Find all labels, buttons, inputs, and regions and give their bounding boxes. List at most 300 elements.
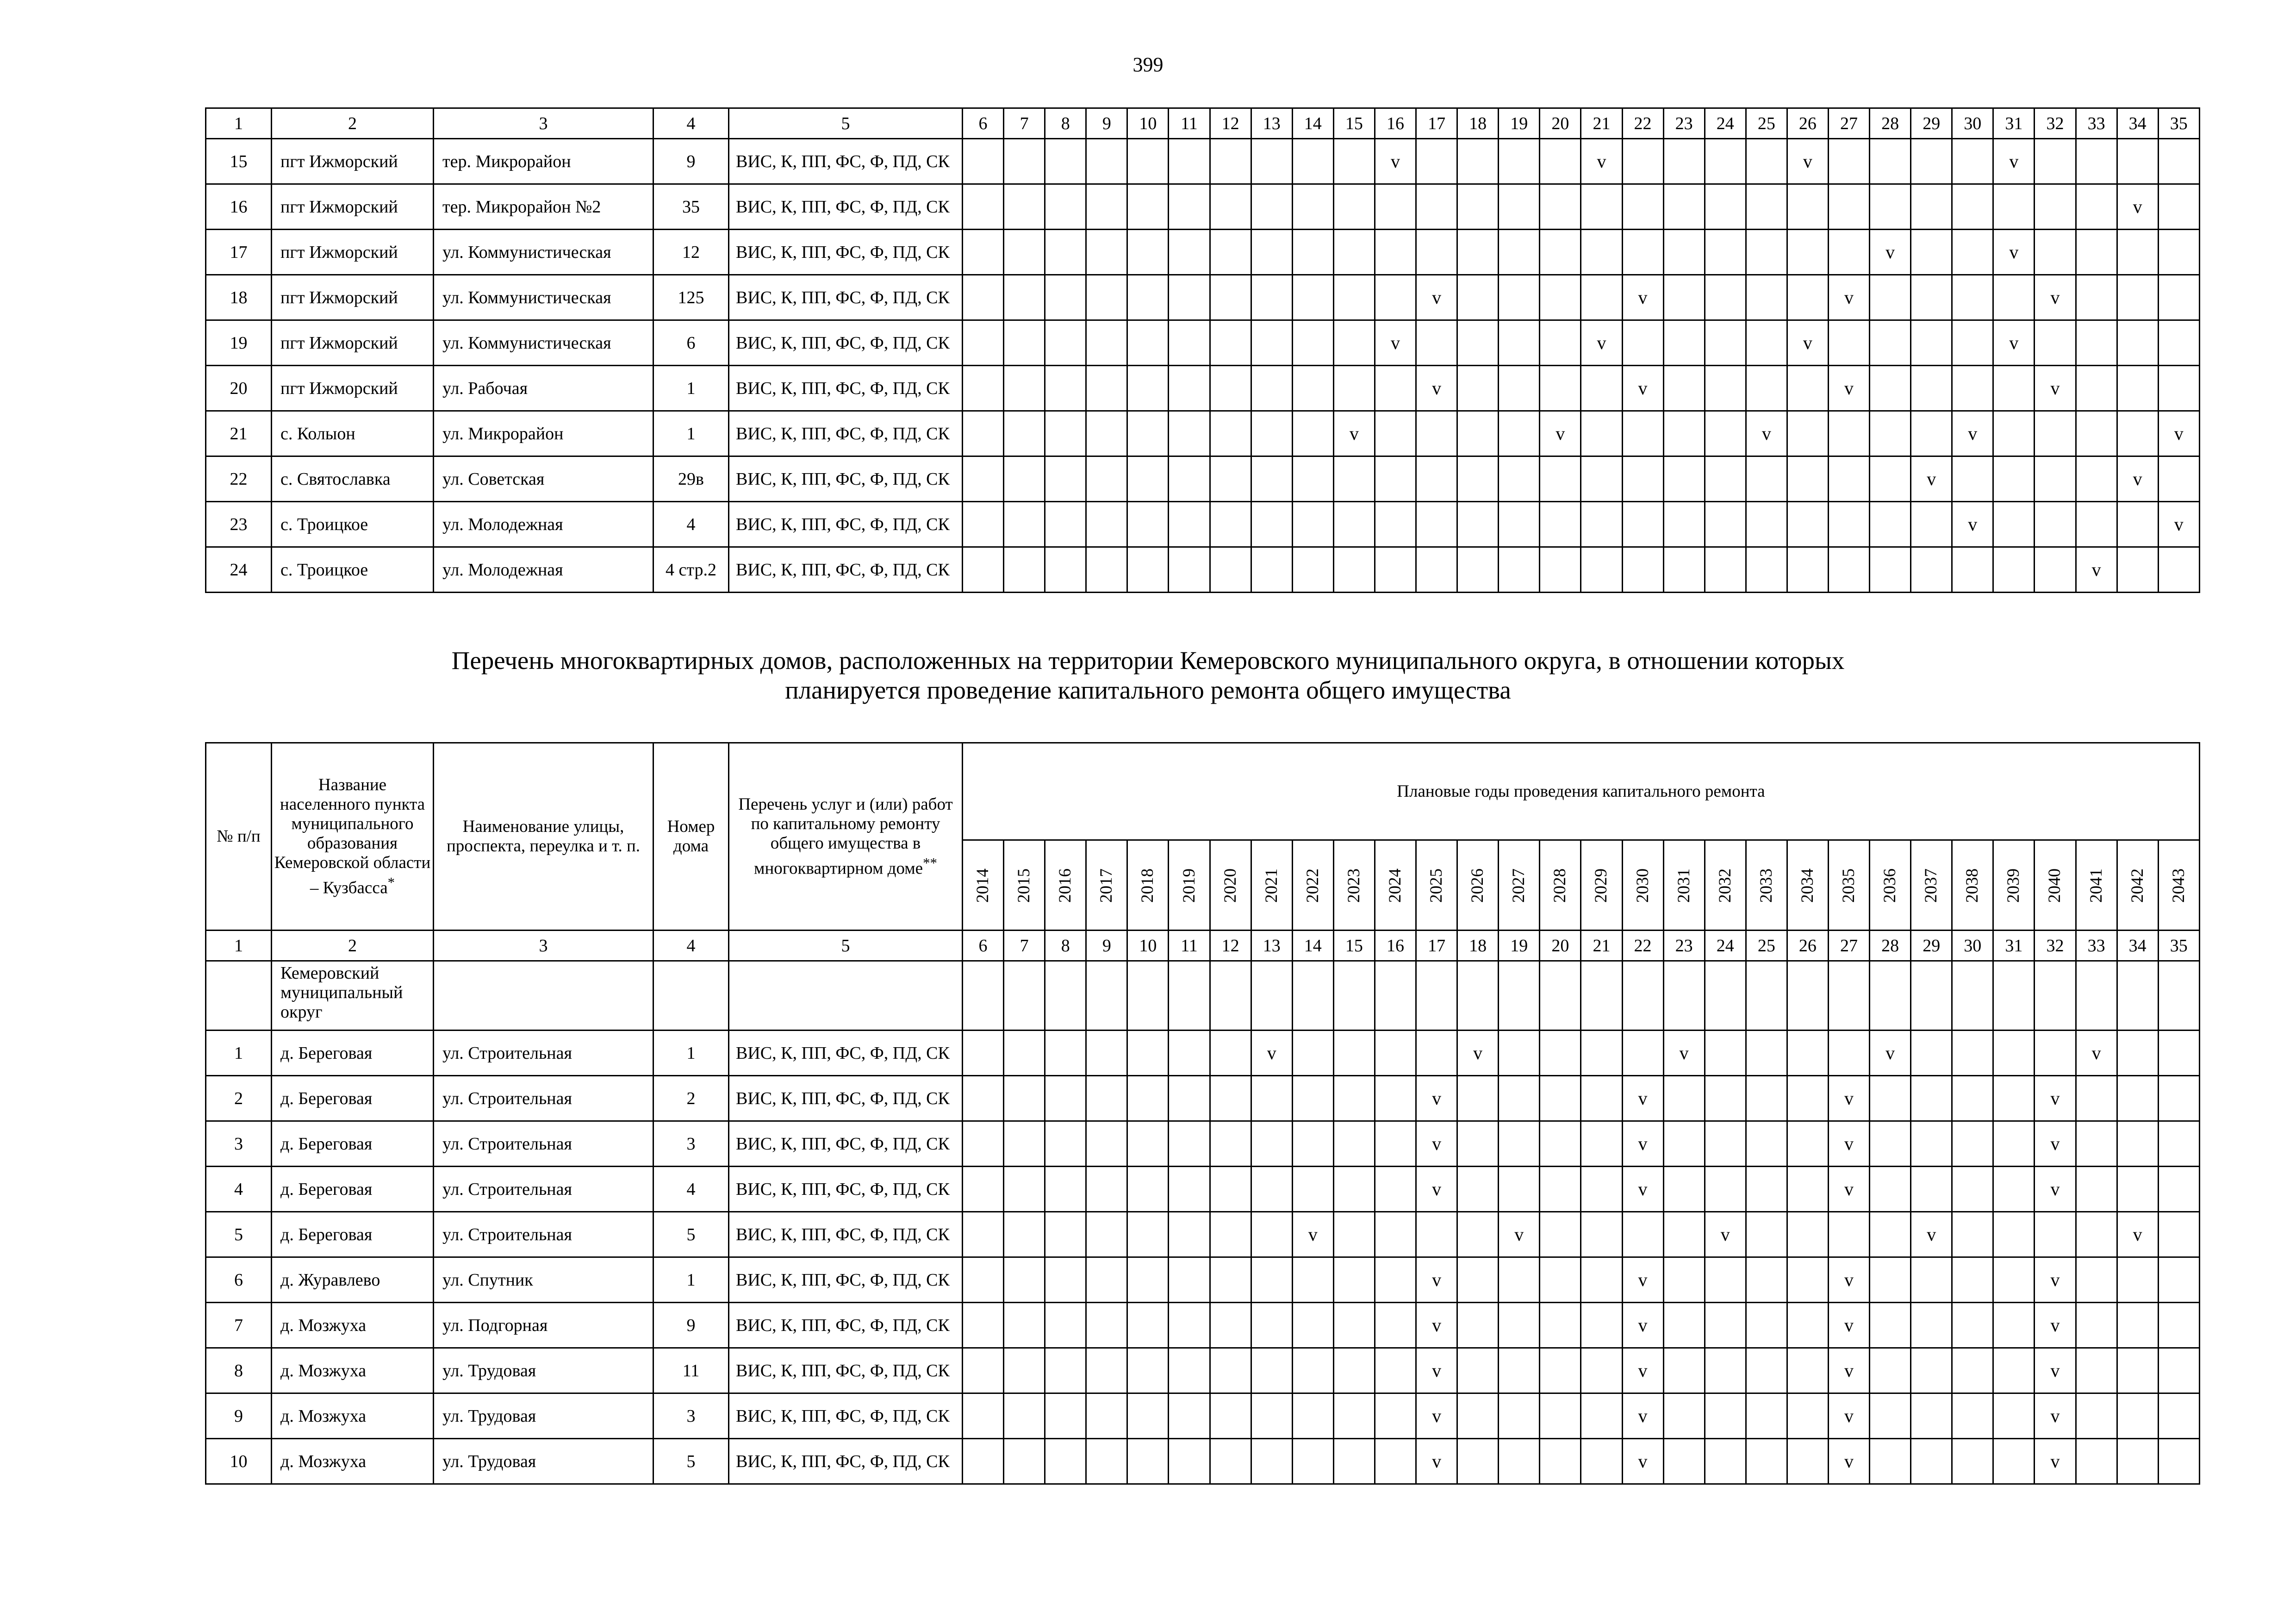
- year-label: 2037: [1922, 868, 1941, 903]
- year-mark-cell: [1870, 275, 1911, 320]
- year-mark-cell: [1004, 1167, 1045, 1212]
- year-header-cell: [1251, 840, 1292, 931]
- year-mark-cell: [1952, 1167, 1993, 1212]
- year-mark-cell: [2117, 139, 2158, 184]
- district-blank-cell: [1499, 961, 1540, 1031]
- year-mark-cell: [1622, 320, 1663, 366]
- year-mark-cell: [1292, 456, 1333, 502]
- row-number-cell: 9: [206, 1393, 272, 1439]
- repair-mark: v: [2076, 1031, 2117, 1076]
- repair-mark: v: [1375, 320, 1416, 366]
- column-number-cell: 20: [1540, 108, 1581, 139]
- year-mark-cell: [1746, 1167, 1787, 1212]
- services-cell: ВИС, К, ПП, ФС, Ф, ПД, СК: [729, 1303, 963, 1348]
- house-number-cell: 1: [653, 1257, 729, 1303]
- table-row: [206, 1076, 2200, 1121]
- column-number-cell: 5: [729, 931, 963, 961]
- year-label: 2040: [2045, 868, 2065, 903]
- year-mark-cell: [1292, 139, 1333, 184]
- year-mark-cell: [1045, 1121, 1086, 1167]
- year-header-cell: [1622, 840, 1663, 931]
- year-mark-cell: [1705, 1257, 1746, 1303]
- repair-mark: v: [1828, 1303, 1869, 1348]
- column-number-cell: 1: [206, 108, 272, 139]
- year-mark-cell: [1540, 230, 1581, 275]
- year-mark-cell: [1045, 320, 1086, 366]
- district-blank-cell: [2158, 961, 2199, 1031]
- year-mark-cell: [1457, 456, 1499, 502]
- repair-mark: v: [2035, 1303, 2076, 1348]
- district-row: [206, 961, 2200, 1031]
- year-header-cell: [1457, 840, 1499, 931]
- district-blank-cell: [1127, 961, 1169, 1031]
- year-mark-cell: [1457, 184, 1499, 230]
- table-row: [206, 184, 2200, 230]
- year-label: 2036: [1880, 868, 1900, 903]
- year-header-cell: [1375, 840, 1416, 931]
- district-blank-cell: [653, 961, 729, 1031]
- year-mark-cell: [1210, 1076, 1251, 1121]
- year-header-cell: [2035, 840, 2076, 931]
- column-number-cell: 26: [1787, 931, 1828, 961]
- year-mark-cell: [2158, 1393, 2199, 1439]
- year-mark-cell: [2117, 1439, 2158, 1484]
- table-row: [206, 1393, 2200, 1439]
- year-mark-cell: [1705, 502, 1746, 547]
- house-number-cell: 11: [653, 1348, 729, 1393]
- services-cell: ВИС, К, ПП, ФС, Ф, ПД, СК: [729, 1076, 963, 1121]
- header-settlement: Название населенного пункта муниципального образования Кемеровской области – Кузбасса*: [272, 743, 434, 931]
- header-street: Наименование улицы, проспекта, переулка и т. п.: [434, 743, 653, 931]
- year-mark-cell: [1251, 1212, 1292, 1257]
- repair-mark: v: [2035, 275, 2076, 320]
- year-mark-cell: [1581, 366, 1622, 411]
- year-label: 2039: [2004, 868, 2023, 903]
- column-number-cell: 12: [1210, 931, 1251, 961]
- year-mark-cell: [1004, 547, 1045, 593]
- year-mark-cell: [1375, 456, 1416, 502]
- year-mark-cell: [1169, 1167, 1210, 1212]
- column-number-cell: 21: [1581, 108, 1622, 139]
- year-mark-cell: [2076, 1393, 2117, 1439]
- year-mark-cell: [1251, 1303, 1292, 1348]
- year-mark-cell: [1292, 1393, 1333, 1439]
- year-mark-cell: [1086, 1348, 1127, 1393]
- column-number-cell: 14: [1292, 108, 1333, 139]
- year-label: 2023: [1344, 868, 1363, 903]
- year-mark-cell: [1086, 1212, 1127, 1257]
- column-number-cell: 27: [1828, 931, 1869, 961]
- repair-mark: v: [1622, 1121, 1663, 1167]
- year-label: 2027: [1509, 868, 1529, 903]
- services-cell: ВИС, К, ПП, ФС, Ф, ПД, СК: [729, 320, 963, 366]
- repair-mark: v: [1828, 1393, 1869, 1439]
- year-mark-cell: [1375, 230, 1416, 275]
- year-mark-cell: [1333, 1167, 1375, 1212]
- year-mark-cell: [1375, 275, 1416, 320]
- year-mark-cell: [1540, 1303, 1581, 1348]
- year-mark-cell: [1622, 139, 1663, 184]
- year-mark-cell: [1169, 1031, 1210, 1076]
- column-number-cell: 33: [2076, 108, 2117, 139]
- year-mark-cell: [1457, 1212, 1499, 1257]
- district-blank-cell: [434, 961, 653, 1031]
- repair-mark: v: [1828, 1121, 1869, 1167]
- year-mark-cell: [2035, 1212, 2076, 1257]
- year-mark-cell: [1457, 275, 1499, 320]
- services-cell: ВИС, К, ПП, ФС, Ф, ПД, СК: [729, 411, 963, 456]
- repair-mark: v: [1581, 320, 1622, 366]
- column-number-cell: 11: [1169, 108, 1210, 139]
- table-row: [206, 1212, 2200, 1257]
- services-cell: ВИС, К, ПП, ФС, Ф, ПД, СК: [729, 366, 963, 411]
- year-mark-cell: [1828, 139, 1869, 184]
- district-blank-cell: [206, 961, 272, 1031]
- repair-mark: v: [2035, 1257, 2076, 1303]
- year-mark-cell: [1581, 502, 1622, 547]
- year-mark-cell: [1911, 1031, 1952, 1076]
- year-mark-cell: [1045, 1303, 1086, 1348]
- year-mark-cell: [1499, 1121, 1540, 1167]
- year-mark-cell: [1911, 1257, 1952, 1303]
- year-mark-cell: [1169, 1121, 1210, 1167]
- year-mark-cell: [1333, 1393, 1375, 1439]
- repair-mark: v: [1622, 1167, 1663, 1212]
- year-mark-cell: [1045, 139, 1086, 184]
- year-mark-cell: [1210, 320, 1251, 366]
- year-mark-cell: [1416, 502, 1457, 547]
- repair-mark: v: [2158, 502, 2199, 547]
- column-number-cell: 28: [1870, 108, 1911, 139]
- year-mark-cell: [1870, 1393, 1911, 1439]
- year-mark-cell: [1457, 139, 1499, 184]
- table-row: [206, 502, 2200, 547]
- year-label: 2020: [1220, 868, 1240, 903]
- repair-mark: v: [2035, 1167, 2076, 1212]
- year-mark-cell: [1210, 1167, 1251, 1212]
- year-mark-cell: [1870, 139, 1911, 184]
- year-mark-cell: [1705, 366, 1746, 411]
- district-blank-cell: [1581, 961, 1622, 1031]
- column-number-row: [206, 931, 2200, 961]
- year-mark-cell: [1127, 1348, 1169, 1393]
- year-mark-cell: [1787, 411, 1828, 456]
- year-mark-cell: [2035, 230, 2076, 275]
- year-mark-cell: [1416, 230, 1457, 275]
- year-mark-cell: [1870, 366, 1911, 411]
- year-mark-cell: [1540, 1121, 1581, 1167]
- year-mark-cell: [1499, 1257, 1540, 1303]
- column-number-cell: 18: [1457, 108, 1499, 139]
- year-mark-cell: [2035, 1031, 2076, 1076]
- repair-mark: v: [2117, 184, 2158, 230]
- year-header-cell: [1581, 840, 1622, 931]
- year-mark-cell: [1045, 1393, 1086, 1439]
- district-blank-cell: [1210, 961, 1251, 1031]
- column-number-cell: 22: [1622, 108, 1663, 139]
- year-mark-cell: [1622, 411, 1663, 456]
- column-number-cell: 10: [1127, 108, 1169, 139]
- year-mark-cell: [1746, 139, 1787, 184]
- table-row: [206, 1348, 2200, 1393]
- year-mark-cell: [1663, 1348, 1705, 1393]
- column-number-cell: 35: [2158, 108, 2199, 139]
- year-mark-cell: [1581, 1393, 1622, 1439]
- year-mark-cell: [1292, 1167, 1333, 1212]
- row-number-cell: 18: [206, 275, 272, 320]
- year-mark-cell: [1292, 1439, 1333, 1484]
- year-mark-cell: [963, 1212, 1004, 1257]
- settlement-cell: д. Береговая: [272, 1031, 434, 1076]
- column-number-cell: 24: [1705, 108, 1746, 139]
- year-mark-cell: [1705, 139, 1746, 184]
- year-mark-cell: [1705, 411, 1746, 456]
- settlement-cell: д. Береговая: [272, 1212, 434, 1257]
- year-mark-cell: [963, 1393, 1004, 1439]
- year-mark-cell: [1993, 1303, 2035, 1348]
- year-mark-cell: [1828, 411, 1869, 456]
- repair-mark: v: [1622, 366, 1663, 411]
- year-mark-cell: [1663, 320, 1705, 366]
- year-mark-cell: [1787, 1348, 1828, 1393]
- year-mark-cell: [1292, 547, 1333, 593]
- year-mark-cell: [1251, 230, 1292, 275]
- year-mark-cell: [1004, 502, 1045, 547]
- year-mark-cell: [1746, 1076, 1787, 1121]
- year-mark-cell: [1787, 502, 1828, 547]
- year-mark-cell: [1251, 1348, 1292, 1393]
- table-row: [206, 139, 2200, 184]
- table-row: [206, 411, 2200, 456]
- services-cell: ВИС, К, ПП, ФС, Ф, ПД, СК: [729, 1257, 963, 1303]
- year-label: 2024: [1385, 868, 1405, 903]
- year-mark-cell: [1746, 547, 1787, 593]
- year-mark-cell: [1993, 502, 2035, 547]
- services-cell: ВИС, К, ПП, ФС, Ф, ПД, СК: [729, 1167, 963, 1212]
- year-mark-cell: [1622, 547, 1663, 593]
- year-mark-cell: [1663, 1212, 1705, 1257]
- table-row: [206, 230, 2200, 275]
- year-mark-cell: [1952, 139, 1993, 184]
- year-label: 2025: [1427, 868, 1446, 903]
- repair-mark: v: [2035, 1076, 2076, 1121]
- year-mark-cell: [963, 1031, 1004, 1076]
- year-mark-cell: [1870, 502, 1911, 547]
- house-number-cell: 3: [653, 1393, 729, 1439]
- column-number-cell: 23: [1663, 931, 1705, 961]
- year-mark-cell: [1292, 411, 1333, 456]
- year-header-cell: [1870, 840, 1911, 931]
- year-mark-cell: [2076, 1167, 2117, 1212]
- year-label: 2017: [1097, 868, 1116, 903]
- year-mark-cell: [1499, 320, 1540, 366]
- year-label: 2014: [973, 868, 993, 903]
- year-mark-cell: [1127, 411, 1169, 456]
- year-mark-cell: [1581, 456, 1622, 502]
- year-mark-cell: [1911, 184, 1952, 230]
- year-mark-cell: [1045, 1257, 1086, 1303]
- year-mark-cell: [1746, 1257, 1787, 1303]
- year-mark-cell: [1210, 1257, 1251, 1303]
- year-mark-cell: [1911, 320, 1952, 366]
- year-mark-cell: [1045, 456, 1086, 502]
- year-mark-cell: [1292, 1121, 1333, 1167]
- year-mark-cell: [1004, 1257, 1045, 1303]
- year-mark-cell: [1292, 320, 1333, 366]
- year-header-cell: [2158, 840, 2199, 931]
- year-mark-cell: [1292, 275, 1333, 320]
- year-mark-cell: [2158, 456, 2199, 502]
- year-mark-cell: [1333, 230, 1375, 275]
- year-mark-cell: [1581, 1167, 1622, 1212]
- year-mark-cell: [1127, 1167, 1169, 1212]
- year-mark-cell: [2035, 184, 2076, 230]
- year-mark-cell: [1416, 547, 1457, 593]
- year-mark-cell: [1540, 456, 1581, 502]
- year-mark-cell: [1540, 547, 1581, 593]
- column-number-cell: 3: [434, 108, 653, 139]
- row-number-cell: 21: [206, 411, 272, 456]
- year-mark-cell: [1210, 366, 1251, 411]
- year-mark-cell: [1828, 502, 1869, 547]
- year-mark-cell: [1457, 1303, 1499, 1348]
- year-mark-cell: [1911, 502, 1952, 547]
- year-mark-cell: [1705, 1031, 1746, 1076]
- district-blank-cell: [1540, 961, 1581, 1031]
- year-mark-cell: [1086, 366, 1127, 411]
- table-row: [206, 1031, 2200, 1076]
- year-mark-cell: [1086, 1167, 1127, 1212]
- street-cell: ул. Рабочая: [434, 366, 653, 411]
- repair-mark: v: [1416, 1121, 1457, 1167]
- year-mark-cell: [1581, 1439, 1622, 1484]
- year-mark-cell: [1333, 366, 1375, 411]
- year-mark-cell: [1787, 184, 1828, 230]
- year-mark-cell: [1045, 1348, 1086, 1393]
- district-blank-cell: [2035, 961, 2076, 1031]
- row-number-cell: 1: [206, 1031, 272, 1076]
- repair-mark: v: [1375, 139, 1416, 184]
- year-mark-cell: [1251, 1257, 1292, 1303]
- year-header-cell: [2117, 840, 2158, 931]
- row-number-cell: 3: [206, 1121, 272, 1167]
- year-mark-cell: [1705, 1121, 1746, 1167]
- column-number-cell: 4: [653, 108, 729, 139]
- year-mark-cell: [2076, 1212, 2117, 1257]
- year-mark-cell: [1375, 1303, 1416, 1348]
- settlement-cell: с. Святославка: [272, 456, 434, 502]
- year-label: 2041: [2086, 868, 2106, 903]
- year-mark-cell: [1993, 184, 2035, 230]
- year-mark-cell: [1787, 1439, 1828, 1484]
- year-mark-cell: [1333, 1031, 1375, 1076]
- settlement-cell: д. Мозжуха: [272, 1393, 434, 1439]
- year-mark-cell: [1705, 184, 1746, 230]
- year-label: 2029: [1592, 868, 1611, 903]
- year-mark-cell: [963, 1167, 1004, 1212]
- year-mark-cell: [1251, 320, 1292, 366]
- district-blank-cell: [2117, 961, 2158, 1031]
- district-name-cell: Кемеровский муниципальный округ: [272, 961, 434, 1031]
- row-number-cell: 23: [206, 502, 272, 547]
- house-number-cell: 5: [653, 1212, 729, 1257]
- year-mark-cell: [1457, 1076, 1499, 1121]
- year-mark-cell: [1210, 1121, 1251, 1167]
- year-mark-cell: [1292, 502, 1333, 547]
- year-header-cell: [963, 840, 1004, 931]
- house-number-cell: 3: [653, 1121, 729, 1167]
- services-cell: ВИС, К, ПП, ФС, Ф, ПД, СК: [729, 230, 963, 275]
- year-mark-cell: [1375, 1257, 1416, 1303]
- year-mark-cell: [2158, 1212, 2199, 1257]
- year-mark-cell: [1952, 456, 1993, 502]
- table-row: [206, 1257, 2200, 1303]
- year-mark-cell: [1457, 1393, 1499, 1439]
- year-mark-cell: [1993, 1076, 2035, 1121]
- district-blank-cell: [1375, 961, 1416, 1031]
- year-mark-cell: [1911, 1167, 1952, 1212]
- year-mark-cell: [1746, 502, 1787, 547]
- district-blank-cell: [1004, 961, 1045, 1031]
- column-number-cell: 27: [1828, 108, 1869, 139]
- year-mark-cell: [1457, 1348, 1499, 1393]
- year-mark-cell: [1045, 275, 1086, 320]
- year-mark-cell: [1746, 184, 1787, 230]
- year-mark-cell: [1127, 366, 1169, 411]
- settlement-cell: пгт Ижморский: [272, 320, 434, 366]
- row-number-cell: 19: [206, 320, 272, 366]
- year-mark-cell: [1499, 184, 1540, 230]
- year-mark-cell: [1333, 547, 1375, 593]
- year-mark-cell: [1210, 411, 1251, 456]
- services-cell: ВИС, К, ПП, ФС, Ф, ПД, СК: [729, 1121, 963, 1167]
- year-mark-cell: [2117, 411, 2158, 456]
- year-mark-cell: [1210, 1393, 1251, 1439]
- year-mark-cell: [1993, 1439, 2035, 1484]
- district-blank-cell: [729, 961, 963, 1031]
- year-mark-cell: [1333, 275, 1375, 320]
- year-mark-cell: [1127, 1257, 1169, 1303]
- year-mark-cell: [2158, 275, 2199, 320]
- year-mark-cell: [1169, 275, 1210, 320]
- year-mark-cell: [1375, 1167, 1416, 1212]
- year-mark-cell: [1663, 1167, 1705, 1212]
- district-blank-cell: [1952, 961, 1993, 1031]
- year-mark-cell: [1251, 184, 1292, 230]
- year-mark-cell: [1787, 1257, 1828, 1303]
- year-header-cell: [1210, 840, 1251, 931]
- column-number-cell: 1: [206, 931, 272, 961]
- year-mark-cell: [1251, 456, 1292, 502]
- district-blank-cell: [1870, 961, 1911, 1031]
- house-number-cell: 9: [653, 139, 729, 184]
- row-number-cell: 24: [206, 547, 272, 593]
- year-mark-cell: [1457, 366, 1499, 411]
- year-mark-cell: [2117, 1031, 2158, 1076]
- year-mark-cell: [1457, 1439, 1499, 1484]
- year-mark-cell: [1004, 1348, 1045, 1393]
- year-header-cell: [1292, 840, 1333, 931]
- house-number-cell: 4 стр.2: [653, 547, 729, 593]
- year-mark-cell: [1004, 1303, 1045, 1348]
- header-house: Номер дома: [653, 743, 729, 931]
- year-mark-cell: [1045, 1439, 1086, 1484]
- year-label: 2038: [1963, 868, 1982, 903]
- year-mark-cell: [1210, 139, 1251, 184]
- year-mark-cell: [1870, 1257, 1911, 1303]
- house-number-cell: 9: [653, 1303, 729, 1348]
- repair-mark: v: [1581, 139, 1622, 184]
